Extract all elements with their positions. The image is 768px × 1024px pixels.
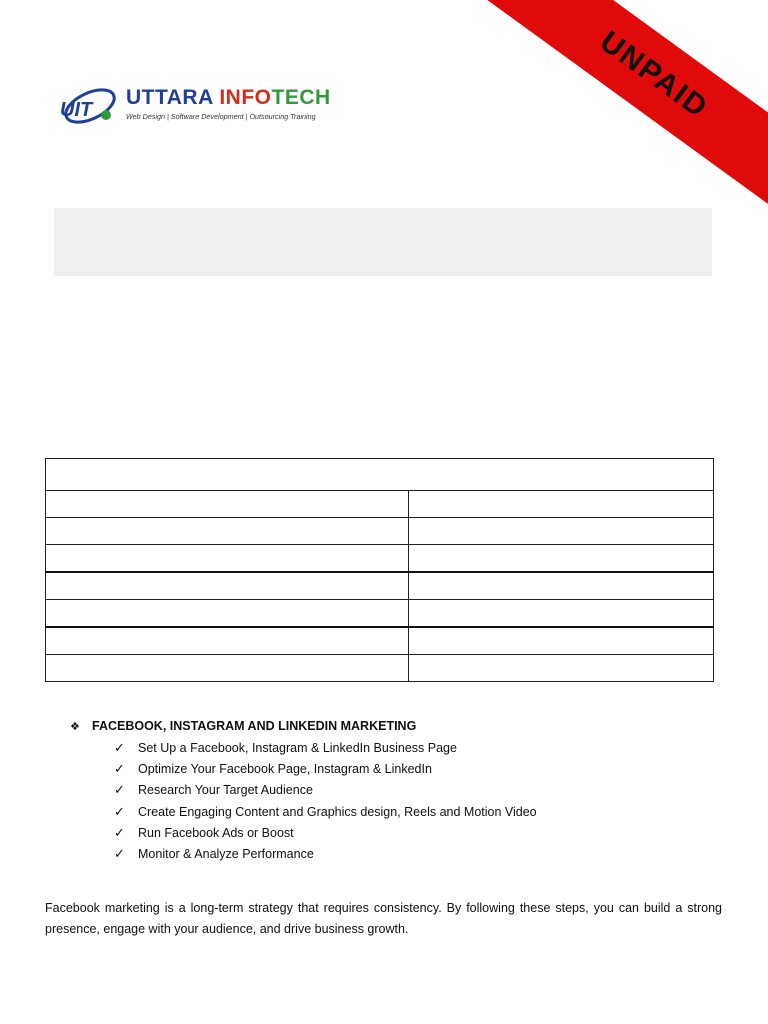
- table-cell: [46, 518, 409, 545]
- list-item: [70, 737, 730, 758]
- table-row: [46, 491, 714, 518]
- details-table: [45, 458, 714, 682]
- table-cell: [409, 627, 714, 655]
- table-cell: [46, 572, 409, 600]
- summary-paragraph: Facebook marketing is a long-term strategy that requires consistency. By following these steps, you can build a strong presence, engage with your audience, and drive business growth.: [45, 900, 722, 936]
- checkmark-icon: ✓: [114, 846, 125, 862]
- table-row: [46, 518, 714, 545]
- list-item-text: Monitor & Analyze Performance: [138, 847, 314, 862]
- table-row: [46, 600, 714, 628]
- checkmark-icon: ✓: [114, 824, 125, 840]
- table-cell: [46, 655, 409, 682]
- table-cell: [46, 627, 409, 655]
- list-item: [70, 822, 730, 843]
- table-cell: [409, 518, 714, 545]
- table-cell: [409, 600, 714, 628]
- uit-logo-icon: [56, 82, 118, 130]
- table-row: [46, 572, 714, 600]
- table-row: [46, 627, 714, 655]
- unpaid-ribbon: [486, 0, 768, 234]
- list-item-text: Optimize Your Facebook Page, Instagram & LinkedIn: [138, 761, 432, 776]
- ribbon-label: UNPAID: [593, 24, 715, 125]
- checkmark-icon: ✓: [114, 782, 125, 798]
- list-item: [70, 801, 730, 822]
- table-cell: [46, 600, 409, 628]
- services-heading: [70, 715, 730, 737]
- list-item-text: Set Up a Facebook, Instagram & LinkedIn Business Page: [138, 740, 457, 755]
- company-name: UTTARA INFOTECH: [126, 86, 331, 109]
- company-tagline: Web Design | Software Development | Outsourcing Training: [126, 112, 316, 121]
- list-item-text: Run Facebook Ads or Boost: [138, 825, 294, 840]
- table-cell: [46, 491, 409, 518]
- table-cell: [409, 545, 714, 573]
- header-info-block: [54, 208, 712, 276]
- table-cell: [409, 572, 714, 600]
- table-row: [46, 545, 714, 573]
- svg-text:UIT: UIT: [60, 99, 93, 121]
- table-cell: [46, 545, 409, 573]
- diamond-bullet-icon: ❖: [70, 720, 80, 733]
- services-heading-text: FACEBOOK, INSTAGRAM AND LINKEDIN MARKETING: [92, 719, 417, 733]
- checkmark-icon: ✓: [114, 739, 125, 755]
- table-row: [46, 655, 714, 682]
- checkmark-icon: ✓: [114, 803, 125, 819]
- list-item: [70, 758, 730, 779]
- list-item: [70, 780, 730, 801]
- table-cell: [409, 491, 714, 518]
- services-section: [70, 715, 730, 865]
- list-item-text: Research Your Target Audience: [138, 783, 313, 798]
- table-cell: [409, 655, 714, 682]
- list-item-text: Create Engaging Content and Graphics design, Reels and Motion Video: [138, 804, 537, 819]
- list-item: [70, 843, 730, 864]
- table-header-cell: [46, 459, 714, 491]
- company-logo: [56, 82, 336, 132]
- table-header-row: [46, 459, 714, 491]
- checkmark-icon: ✓: [114, 760, 125, 776]
